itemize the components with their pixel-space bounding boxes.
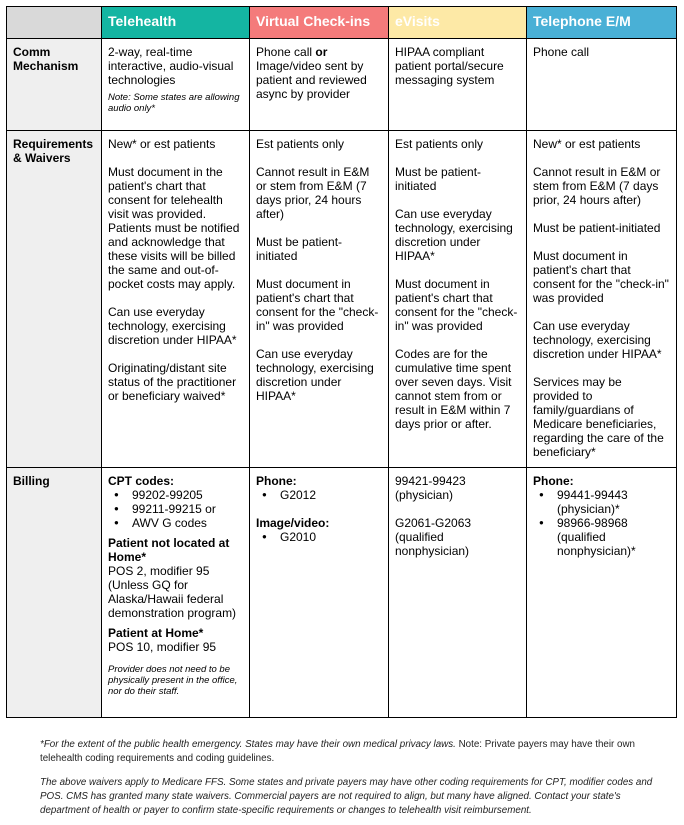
cell-text: Image/video sent by patient and reviewed async by provider	[256, 59, 367, 101]
header-evisits: eVisits	[389, 7, 527, 39]
cell-text: Phone call	[256, 45, 316, 59]
billing-code: ● 98966-98968 (qualified nonphysician)*	[533, 516, 670, 558]
req-item: New* or est patients	[533, 137, 641, 151]
cell-req-telehealth	[102, 131, 250, 468]
cell-text: HIPAA compliant patient portal/secure messaging system	[395, 45, 504, 87]
cell-billing-checkins	[250, 468, 389, 718]
header-row	[7, 7, 677, 39]
req-item: Originating/distant site status of the practitioner or beneficiary waived*	[108, 361, 237, 403]
billing-code: ● 99441-99443 (physician)*	[533, 488, 670, 516]
billing-text: POS 2, modifier 95 (Unless GQ for Alaska/Hawaii federal demonstration program)	[108, 564, 237, 620]
cell-comm-evisits	[389, 39, 527, 131]
row-label-line: Requirements	[13, 137, 94, 151]
cell-text-bold: or	[315, 45, 328, 59]
header-telephone-em: Telephone E/M	[527, 7, 677, 39]
comparison-table	[6, 6, 677, 718]
req-item: Can use everyday technology, exercising discretion under HIPAA*	[108, 305, 237, 347]
cell-text: Phone call	[533, 45, 590, 59]
req-item: Codes are for the cumulative time spent over seven days. Visit cannot stem from or result in E&M within 7 days prior or after.	[395, 347, 512, 431]
footnote-italic: *For the extent of the public health emergency. States may have their own medical privacy laws.	[40, 739, 456, 750]
billing-code: G2061-G2063 (qualified nonphysician)	[395, 516, 472, 558]
req-item: New* or est patients	[108, 137, 216, 151]
cell-note: Note: Some states are allowing audio only*	[108, 92, 240, 114]
cell-comm-telephone	[527, 39, 677, 131]
billing-note: Provider does not need to be physically present in the office, nor do their staff.	[108, 664, 238, 697]
req-item: Must document in patient's chart that consent for the "check-in" was provided	[395, 277, 518, 333]
cell-comm-telehealth	[102, 39, 250, 131]
billing-list	[256, 530, 382, 544]
billing-code: ● G2012	[256, 488, 382, 502]
req-item: Est patients only	[395, 137, 484, 151]
billing-heading: Phone:	[533, 474, 574, 488]
row-label-line: Billing	[13, 474, 50, 488]
cell-req-evisits	[389, 131, 527, 468]
billing-heading: Image/video:	[256, 516, 330, 530]
footnote-2: The above waivers apply to Medicare FFS. Some states and private payers may have other coding requirements for CPT, modifier codes and POS. CMS has granted many state waivers. Commercial payers are not required to align, but many have aligned. Contact your state's department of health or payer to confirm state-specific requirements or changes to telehealth visit reimbursement.	[40, 777, 653, 816]
footnote-text: Note: Private payers may have their own telehealth coding requirements and coding guidelines.	[40, 739, 636, 764]
row-label-line: Comm	[13, 45, 51, 59]
cell-billing-telephone	[527, 468, 677, 718]
req-item: Can use everyday technology, exercising discretion under HIPAA*	[256, 347, 374, 403]
req-item: Services may be provided to family/guardians of Medicare beneficiaries, regarding the care of the beneficiary*	[533, 375, 664, 459]
row-label-comm-mechanism	[7, 39, 102, 131]
row-label-line: Mechanism	[13, 59, 79, 73]
billing-list	[256, 488, 382, 502]
cell-req-telephone	[527, 131, 677, 468]
req-item: Must be patient-initiated	[256, 235, 343, 263]
billing-code: 99421-99423 (physician)	[395, 474, 466, 502]
corner-cell	[7, 7, 102, 39]
billing-code: ● AWV G codes	[108, 516, 243, 530]
req-item: Est patients only	[256, 137, 345, 151]
row-label-line: & Waivers	[13, 151, 71, 165]
req-item: Must document in the patient's chart that consent for telehealth visit was provided. Patients must be notified and acknowledge that these visits will be billed the same and out-of-pocket costs may apply.	[108, 165, 240, 291]
req-item: Must document in patient's chart that consent for the "check-in" was provided	[256, 277, 379, 333]
cell-text: 2-way, real-time interactive, audio-visual technologies	[108, 45, 234, 87]
req-item: Must be patient-initiated	[533, 221, 661, 235]
row-label-requirements-waivers	[7, 131, 102, 468]
cell-billing-evisits	[389, 468, 527, 718]
req-item: Must be patient-initiated	[395, 165, 482, 193]
req-item: Can use everyday technology, exercising discretion under HIPAA*	[533, 319, 662, 361]
row-comm-mechanism	[7, 39, 677, 131]
cell-billing-telehealth	[102, 468, 250, 718]
billing-heading: Patient not located at Home*	[108, 536, 230, 564]
req-item: Cannot result in E&M or stem from E&M (7 days prior, 24 hours after)	[533, 165, 661, 207]
billing-code: ● G2010	[256, 530, 382, 544]
billing-list	[533, 488, 670, 558]
row-billing	[7, 468, 677, 718]
billing-list	[108, 488, 243, 530]
header-virtual-check-ins: Virtual Check-ins	[250, 7, 389, 39]
billing-text: POS 10, modifier 95	[108, 640, 217, 654]
cell-req-checkins	[250, 131, 389, 468]
req-item: Can use everyday technology, exercising discretion under HIPAA*	[395, 207, 513, 263]
row-requirements-waivers	[7, 131, 677, 468]
footnote-1	[40, 738, 670, 766]
req-item: Cannot result in E&M or stem from E&M (7 days prior, 24 hours after)	[256, 165, 370, 221]
cell-comm-checkins	[250, 39, 389, 131]
req-item: Must document in patient's chart that consent for the "check-in" was provided	[533, 249, 669, 305]
billing-code: ● 99211-99215 or	[108, 502, 243, 516]
billing-heading: Patient at Home*	[108, 626, 204, 640]
billing-heading: Phone:	[256, 474, 297, 488]
row-label-billing	[7, 468, 102, 718]
billing-code: ● 99202-99205	[108, 488, 243, 502]
billing-heading: CPT codes:	[108, 474, 175, 488]
header-telehealth: Telehealth	[102, 7, 250, 39]
